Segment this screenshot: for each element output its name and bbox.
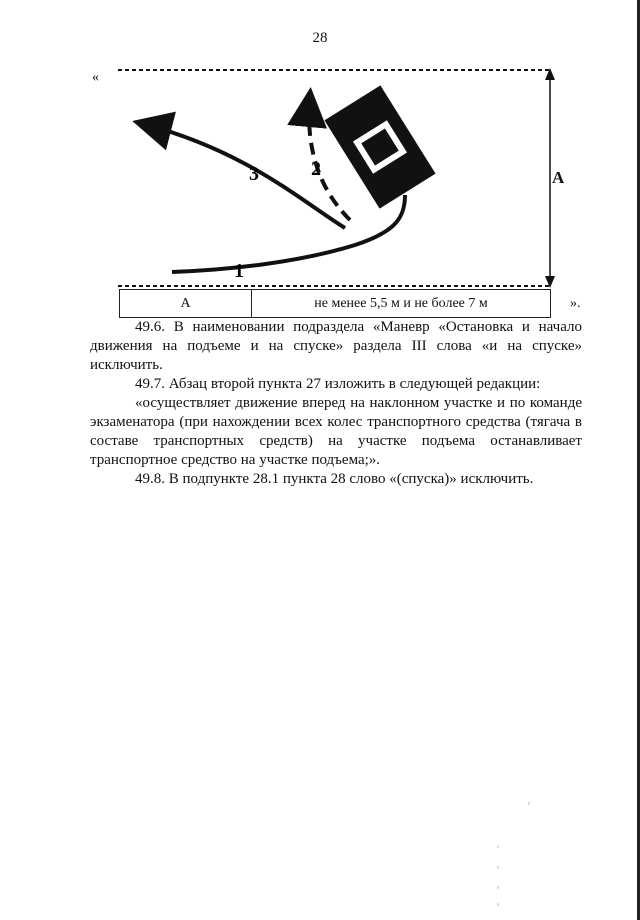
vehicle-icon — [324, 85, 435, 208]
scan-speckles — [493, 800, 543, 910]
opening-quote-mark: « — [92, 70, 99, 85]
table-cell-value: не менее 5,5 м и не более 7 м — [314, 295, 488, 311]
document-body — [90, 318, 582, 489]
path-label-2: 2 — [311, 158, 321, 180]
paragraph: 49.8. В подпункте 28.1 пункта 28 слово «(спуска)» исключить. — [135, 471, 534, 487]
path-label-1: 1 — [234, 260, 244, 282]
paragraph: 49.6. В наименовании подраздела «Маневр «Остановка и начало движения на подъеме и на спуске» раздела III слова «и на спуске» исключить. — [90, 319, 582, 373]
closing-quote-mark: ». — [570, 296, 581, 311]
path-1 — [172, 195, 405, 272]
path-label-3: 3 — [249, 163, 259, 185]
page-number: 28 — [312, 30, 328, 46]
dimension-label: А — [552, 168, 565, 187]
maneuver-diagram — [0, 0, 640, 330]
paragraph: «осуществляет движение вперед на наклонном участке и по команде экзаменатора (при нахождении всех колес транспортного средства (тягача в составе транспортных средств) на участке подъема останавливает транспортное средство на участке подъема;». — [90, 395, 582, 468]
table-cell-label: А — [120, 290, 252, 317]
paragraph: 49.7. Абзац второй пункта 27 изложить в следующей редакции: — [135, 376, 541, 392]
dimension-table — [119, 289, 551, 318]
